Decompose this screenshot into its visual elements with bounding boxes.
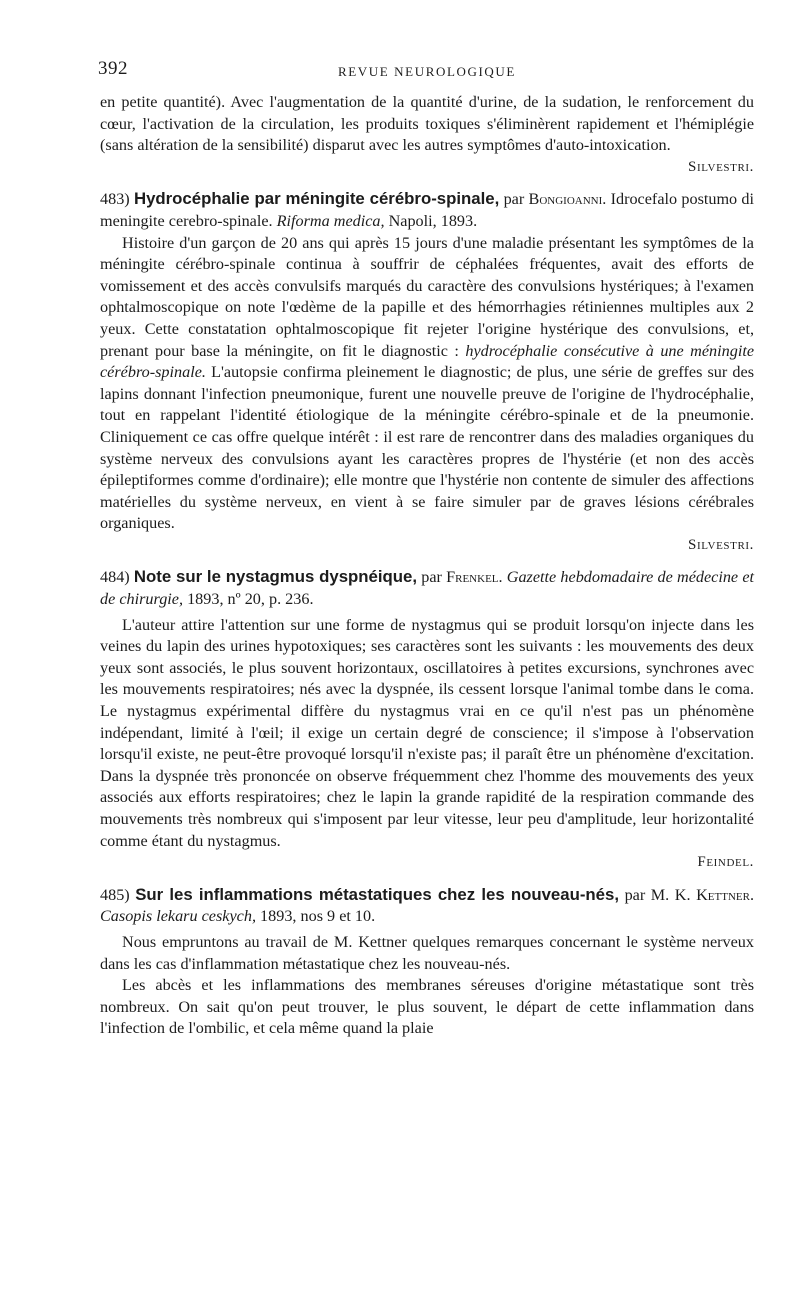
- entry-483-text: Histoire d'un garçon de 20 ans qui après 15 jours d'une maladie présentant les symptômes de la méningite cérébro-spinale continua à souffrir de céphalées fréquentes, avait des efforts de vomissement et des accès convulsifs marqués du caractère des convulsions hystériques; à l'examen ophtalmoscopique on note l'œdème de la papille et des hémorrhagies rétiniennes multiples aux 2 yeux. Cette constatation ophtalmoscopique fit rejeter l'origine hystérique des convulsions, et, prenant pour base la méningite, on fit le diagnostic :: [100, 233, 754, 360]
- entry-485-journal: Casopis lekaru ceskych,: [100, 907, 256, 926]
- entry-484-author: Frenkel.: [446, 568, 503, 587]
- entry-484-par: par: [421, 568, 442, 587]
- entry-484-text: L'auteur attire l'attention sur une forme de nystagmus qui se produit lorsqu'on injecte dans les veines du lapin des urines hypotoxiques; ses caractères sont les suivants : les mouvements des deux yeux sont associés, le plus souvent horizontaux, oscillatoires à petites excursions, synchrones avec les mouvements respiratoires; nés avec la dyspnée, ils cessent lorsque l'animal tombe dans le coma. Le nystagmus expérimental diffère du nystagmus vrai en ce qu'il n'est pas un phénomène indépendant, limité à l'œil; il exige un certain degré de conscience; il s'impose à l'observation lorsqu'il existe, ne peut-être provoqué lorsqu'il n'existe pas; il paraît être un phénomène d'excitation. Dans la dyspnée très prononcée on observe fréquemment chez l'homme des mouvements des yeux associés aux efforts respiratoires; chez le lapin la grande rapidité de la respiration commande des mouvements très nombreux qui s'imposent par leur vitesse, leur peu d'amplitude, leur horizontalité comme étant du nystagmus.: [100, 615, 754, 850]
- page-body: [100, 92, 754, 1040]
- entry-483-author: Bongioanni.: [528, 190, 607, 209]
- signature-feindel: Feindel.: [697, 854, 754, 871]
- entry-483-par: par: [503, 190, 525, 209]
- entry-483-place-year: Napoli, 1893.: [388, 211, 478, 230]
- entry-484-title: [100, 566, 754, 610]
- continued-paragraph: [100, 92, 754, 157]
- entry-483-title: [100, 188, 754, 232]
- entry-483-heading: Hydrocéphalie par méningite cérébro-spinale,: [133, 189, 500, 209]
- entry-485-heading: Sur les inflammations métastatiques chez les nouveau-nés,: [135, 884, 619, 904]
- running-title: REVUE NEUROLOGIQUE: [338, 64, 516, 79]
- signature-silvestri-1: Silvestri.: [688, 158, 754, 175]
- entry-485-paragraph-1: [100, 932, 754, 975]
- entry-485-paragraph-2: [100, 975, 754, 1040]
- entry-484-heading: Note sur le nystagmus dyspnéique,: [133, 567, 418, 587]
- page-header: [98, 58, 755, 82]
- entry-483-journal: Riforma medica,: [276, 211, 385, 230]
- entry-483-paragraph: [100, 233, 754, 535]
- entry-484-number: 484): [100, 568, 130, 587]
- entry-485-text-1: Nous empruntons au travail de M. Kettner quelques remarques concernant le système nerveux dans les cas d'inflammation métastatique chez les nouveau-nés.: [100, 932, 754, 973]
- entry-484-journal: Gazette hebdomadaire de médecine et de chirurgie,: [100, 568, 755, 609]
- entry-483-text-end: L'autopsie confirma pleinement le diagnostic; de plus, une série de greffes sur des lapins donnant l'infection pneumonique, furent une nouvelle preuve de l'origine de l'hydrocéphalie, tout en rappelant l'identité étiologique de la méningite cérébro-spinale et de la pneumonie. Cliniquement ce cas offre quelque intérêt : il est rare de rencontrer dans des maladies organiques du système nerveux des convulsions ayant les caractères propres de l'hystérie (et non des accès épileptiformes comme d'ordinaire); elle montre que l'hystérie non contente de simuler des affections matérielles du système nerveux, en vient à se faire simuler par de graves lésions cérébrales organiques.: [100, 363, 754, 533]
- entry-485-number: 485): [100, 885, 130, 904]
- entry-485-par: par M. K.: [624, 885, 691, 904]
- entry-485-author: Kettner.: [696, 885, 754, 904]
- continued-text: en petite quantité). Avec l'augmentation de la quantité d'urine, de la sudation, le renforcement du cœur, l'activation de la circulation, les produits toxiques s'éliminèrent rapidement et l'hémiplégie (sans altération de la sensibilité) disparut avec les autres symptômes d'auto-intoxication.: [100, 93, 754, 155]
- entry-483-diagnosis: hydrocéphalie consécutive à une méningite cérébro-spinale.: [100, 341, 755, 382]
- entry-485-text-2: Les abcès et les inflammations des membranes séreuses d'origine métastatique sont très nombreux. On sait qu'on peut trouver, le plus souvent, le départ de cette inflammation dans l'infection de l'ombilic, et cela même quand la plaie: [100, 976, 754, 1038]
- entry-484-details: 1893, nº 20, p. 236.: [187, 590, 314, 609]
- page-number: 392: [98, 58, 128, 79]
- entry-485-title: [100, 884, 754, 928]
- entry-485-details: 1893, nos 9 et 10.: [260, 907, 376, 926]
- entry-483-number: 483): [100, 190, 130, 209]
- entry-484-paragraph: [100, 615, 754, 853]
- entry-483-original-title: Idrocefalo postumo di meningite cerebro-spinale.: [100, 190, 755, 230]
- signature-silvestri-2: Silvestri.: [688, 536, 754, 553]
